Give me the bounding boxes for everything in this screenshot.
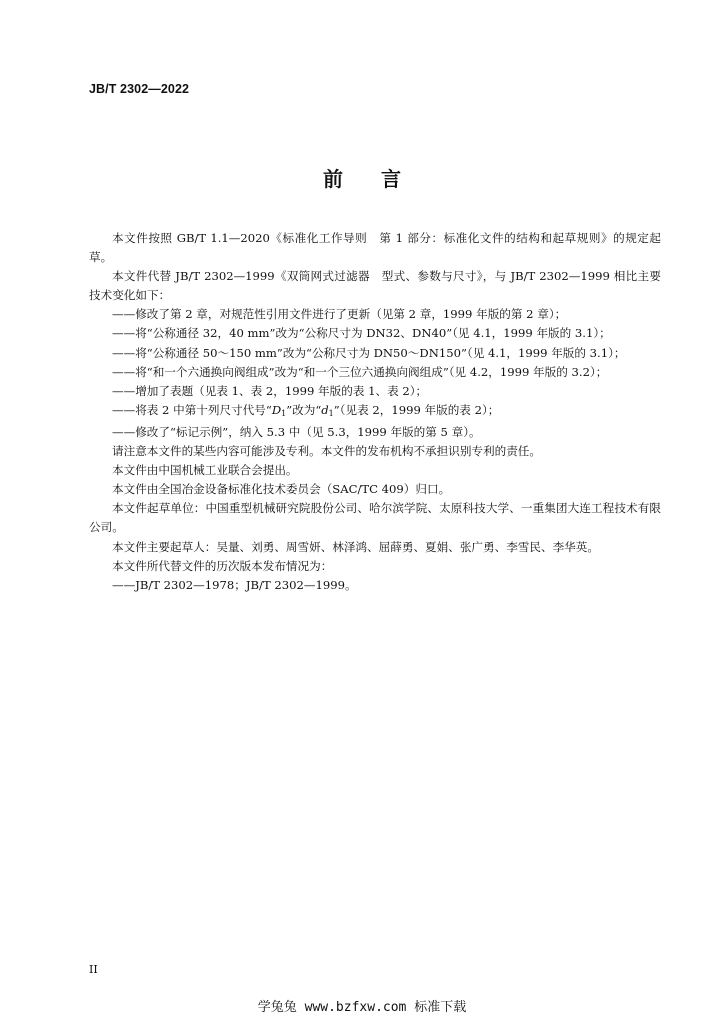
standard-code: JB/T 2302—2022 [89, 82, 190, 96]
paragraph-replacement: 本文件代替 JB/T 2302—1999《双筒网式过滤器 型式、参数与尺寸》，与 JB/T 2302—1999 相比主要技术变化如下： [89, 269, 661, 303]
paragraph-drafting-rules: 本文件按照 GB/T 1.1—2020《标准化工作导则 第 1 部分：标准化文件的结构和起草规则》的规定起草。 [89, 231, 661, 265]
change-item-6 [89, 401, 661, 423]
symbol-d-subscript: 1 [328, 408, 334, 418]
change-item-5: ——增加了表题（见表 1、表 2，1999 年版的表 1、表 2）； [112, 383, 428, 398]
page-number: II [89, 963, 98, 976]
change-item-6-suffix: ”（见表 2，1999 年版的表 2）； [333, 402, 500, 417]
paragraph-history-versions: ——JB/T 2302—1978；JB/T 2302—1999。 [112, 577, 357, 592]
paragraph-drafting-units: 本文件起草单位：中国重型机械研究院股份公司、哈尔滨学院、太原科技大学、一重集团大连工程技术有限公司。 [89, 501, 661, 535]
change-item-6-middle: ”改为“ [286, 402, 322, 417]
change-item-6-prefix: ——将表 2 中第十列尺寸代号“ [112, 402, 272, 417]
paragraph-drafters: 本文件主要起草人：吴量、刘勇、周雪妍、林泽鸿、屈薛勇、夏娟、张广勇、李雪民、李华英。 [112, 539, 599, 554]
title-char-2: 言 [381, 167, 401, 191]
symbol-D-subscript: 1 [281, 408, 287, 418]
symbol-D: D [271, 402, 282, 417]
change-item-3: ——将“公称通径 50～150 mm”改为“公称尺寸为 DN50～DN150”（见 4.1，1999 年版的 3.1）； [112, 345, 626, 360]
change-item-2: ——将“公称通径 32，40 mm”改为“公称尺寸为 DN32、DN40”（见 4.1，1999 年版的 3.1）； [112, 326, 611, 341]
symbol-d: d [321, 402, 329, 417]
page-title [0, 163, 724, 192]
foreword-body [89, 229, 661, 595]
paragraph-history-intro: 本文件所代替文件的历次版本发布情况为： [112, 558, 333, 573]
change-item-4: ——将“和一个六通换向阀组成”改为“和一个三位六通换向阀组成”（见 4.2，1999 年版的 3.2）； [112, 364, 608, 379]
paragraph-patent-notice: 请注意本文件的某些内容可能涉及专利。本文件的发布机构不承担识别专利的责任。 [112, 444, 541, 459]
change-item-1: ——修改了第 2 章，对规范性引用文件进行了更新（见第 2 章，1999 年版的第 2 章）； [112, 307, 567, 322]
title-char-1: 前 [323, 167, 343, 191]
change-item-7: ——修改了“标记示例”，纳入 5.3 中（见 5.3，1999 年版的第 5 章）。 [112, 424, 481, 439]
footer-watermark: 学兔兔 www.bzfxw.com 标准下载 [257, 1000, 467, 1015]
paragraph-proposed-by: 本文件由中国机械工业联合会提出。 [112, 463, 298, 478]
paragraph-technical-committee: 本文件由全国冶金设备标准化技术委员会（SAC/TC 409）归口。 [112, 482, 451, 497]
